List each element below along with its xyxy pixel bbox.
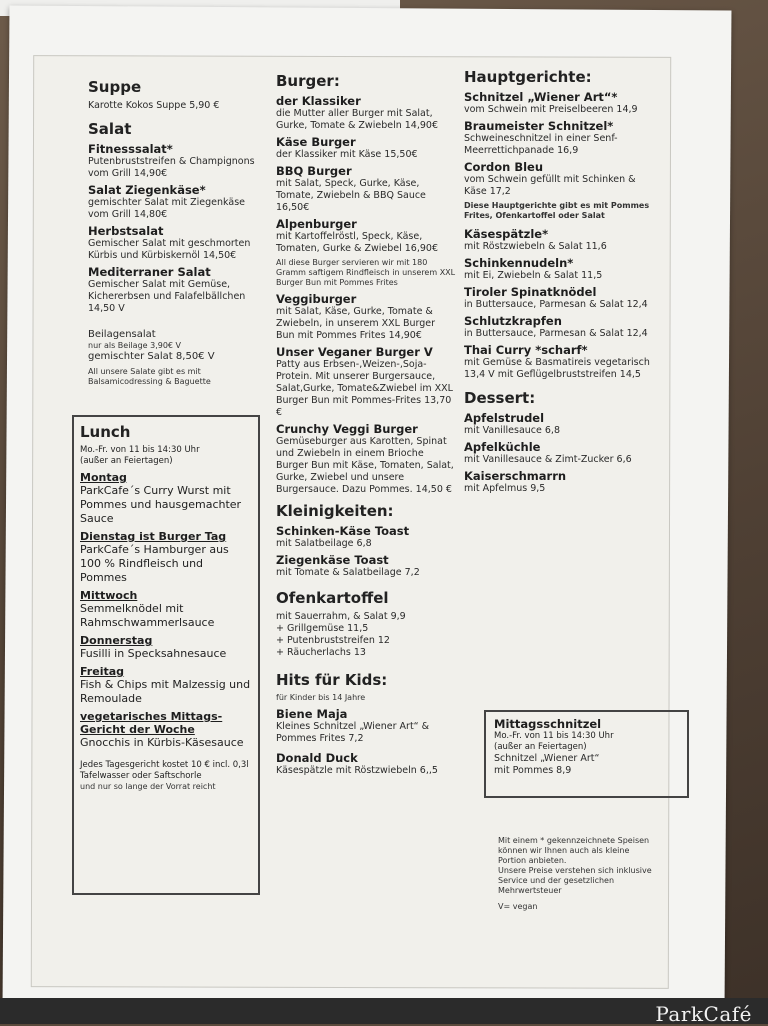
burger-title: Burger: [276, 72, 340, 90]
ofen-desc: mit Sauerrahm, & Salat 9,9 [276, 611, 406, 622]
menu-item: Donald Duck Käsespätzle mit Röstzwiebeln 6,,5 [276, 751, 438, 776]
column-middle [276, 72, 456, 780]
menu-item: Käse Burger der Klassiker mit Käse 15,50€ [276, 135, 418, 160]
menu-item: Fitnesssalat* Putenbruststreifen & Champignons vom Grill 14,90€ [88, 142, 255, 179]
mittag-dish: Schnitzel „Wiener Art“ [494, 753, 600, 764]
menu-item: Mediterraner Salat Gemischer Salat mit Gemüse, Kichererbsen und Falafelbällchen 14,50 V [88, 265, 246, 314]
column-right [464, 68, 654, 498]
lunch-stock-note: und nur so lange der Vorrat reicht [80, 782, 216, 791]
menu-item: Ziegenkäse Toast mit Tomate & Salatbeilage 7,2 [276, 553, 420, 578]
menu-item: Schinkennudeln* mit Ei, Zwiebeln & Salat 11,5 [464, 256, 603, 281]
lunch-title: Lunch [80, 423, 131, 441]
bottom-strip [0, 998, 768, 1024]
lunch-day: Dienstag ist Burger Tag [80, 530, 227, 543]
ofen-extra: + Räucherlachs 13 [276, 647, 366, 658]
mittagsschnitzel-box [484, 710, 689, 798]
kids-title: Hits für Kids: [276, 671, 388, 689]
menu-item: Kaiserschmarrn mit Apfelmus 9,5 [464, 469, 567, 494]
menu-item: Herbstsalat Gemischer Salat mit geschmorten Kürbis und Kürbiskernöl 14,50€ [88, 224, 251, 261]
menu-item: Schlutzkrapfen in Buttersauce, Parmesan & Salat 12,4 [464, 314, 648, 339]
lunch-dish: Gnocchis in Kürbis-Käsesauce [80, 736, 244, 749]
menu-item: Apfelstrudel mit Vanillesauce 6,8 [464, 411, 560, 436]
mittag-title: Mittagsschnitzel [494, 717, 602, 731]
menu-item: Unser Veganer Burger V Patty aus Erbsen-,Weizen-,Soja-Protein. Mit unserer Burgersauce, Salat,Gurke, Tomate&Zwiebel im XXL Burger Bun mit Pommes-Frites 13,70 € [276, 345, 453, 418]
haupt-note: Diese Hauptgerichte gibt es mit Pommes Frites, Ofenkartoffel oder Salat [464, 201, 650, 220]
lunch-day: Mittwoch [80, 589, 138, 602]
menu-item: Veggiburger mit Salat, Käse, Gurke, Tomate & Zwiebeln, in unserem XXL Burger Bun mit Pommes Frites 14,90€ [276, 292, 436, 341]
brand-logo: ParkCafé [655, 1002, 752, 1026]
klein-title: Kleinigkeiten: [276, 502, 394, 520]
menu-item: Salat Ziegenkäse* gemischter Salat mit Ziegenkäse vom Grill 14,80€ [88, 183, 245, 220]
lunch-day: Montag [80, 471, 127, 484]
menu-item: BBQ Burger mit Salat, Speck, Gurke, Käse, Tomate, Zwiebeln & BBQ Sauce 16,50€ [276, 164, 426, 213]
ofen-extra: + Putenbruststreifen 12 [276, 635, 390, 646]
menu-item: Braumeister Schnitzel* Schweineschnitzel in einer Senf-Meerrettichpanade 16,9 [464, 119, 618, 156]
menu-item: Thai Curry *scharf* mit Gemüse & Basmatireis vegetarisch 13,4 V mit Geflügelbruststreifen 14,5 [464, 343, 650, 380]
mittag-price: mit Pommes 8,9 [494, 765, 572, 776]
menu-item: Cordon Bleu vom Schwein gefüllt mit Schinken & Käse 17,2 [464, 160, 636, 197]
menu-item: Alpenburger mit Kartoffelröstl, Speck, Käse, Tomaten, Gurke & Zwiebel 16,90€ [276, 217, 438, 254]
footnote: Mit einem * gekennzeichnete Speisen können wir Ihnen auch als kleine Portion anbieten. Unsere Preise verstehen sich inklusive Service und der gesetzlichen Mehrwertsteuer V= vegan [498, 836, 652, 911]
burger-note: All diese Burger servieren wir mit 180 Gramm saftigem Rindfleisch in unserem XXL Burger Bun mit Pommes Frites [276, 258, 456, 287]
menu-item: Beilagensalat nur als Beilage 3,90€ V gemischter Salat 8,50€ V All unsere Salate gibt es mit Balsamicodressing & Baguette [88, 329, 215, 386]
column-left [88, 78, 263, 390]
menu-item: der Klassiker die Mutter aller Burger mit Salat, Gurke, Tomate & Zwiebeln 14,90€ [276, 94, 438, 131]
lunch-dish: Fish & Chips mit Malzessig und Remoulade [80, 678, 251, 705]
menu-item: Crunchy Veggi Burger Gemüseburger aus Karotten, Spinat und Zwiebeln in einem Brioche Burger Bun mit Käse, Tomaten, Salat, Gurke, Zwiebel und unsere Burgersauce. Dazu Pommes. 14,50 € [276, 422, 454, 495]
salat-title: Salat [88, 120, 132, 138]
ofen-title: Ofenkartoffel [276, 589, 389, 607]
mittag-hours-note: (außer an Feiertagen) [494, 742, 587, 752]
menu-item: Schnitzel „Wiener Art“* vom Schwein mit Preiselbeeren 14,9 [464, 90, 638, 115]
lunch-hours: Mo.-Fr. von 11 bis 14:30 Uhr [80, 445, 200, 455]
dessert-title: Dessert: [464, 389, 536, 407]
lunch-dish: ParkCafe´s Curry Wurst mit Pommes und hausgemachter Sauce [80, 484, 242, 525]
suppe-item: Karotte Kokos Suppe 5,90 € [88, 100, 220, 111]
lunch-dish: Semmelknödel mit Rahmschwammerlsauce [80, 602, 215, 629]
lunch-box [72, 415, 260, 895]
lunch-price-note: Jedes Tagesgericht kostet 10 € incl. 0,3l Tafelwasser oder Saftschorle [80, 760, 249, 781]
mittag-hours: Mo.-Fr. von 11 bis 14:30 Uhr [494, 731, 614, 741]
suppe-title: Suppe [88, 78, 142, 96]
menu-item: Tiroler Spinatknödel in Buttersauce, Parmesan & Salat 12,4 [464, 285, 648, 310]
lunch-dish: Fusilli in Specksahnesauce [80, 647, 227, 660]
lunch-hours-note: (außer an Feiertagen) [80, 456, 173, 466]
lunch-day: vegetarisches Mittags- Gericht der Woche [80, 710, 223, 736]
kids-sub: für Kinder bis 14 Jahre [276, 693, 366, 702]
lunch-day: Freitag [80, 665, 125, 678]
haupt-title: Hauptgerichte: [464, 68, 592, 86]
lunch-dish: ParkCafe´s Hamburger aus 100 % Rindfleisch und Pommes [80, 543, 229, 584]
menu-item: Apfelküchle mit Vanillesauce & Zimt-Zucker 6,6 [464, 440, 632, 465]
menu-item: Käsespätzle* mit Röstzwiebeln & Salat 11,6 [464, 227, 607, 252]
ofen-extra: + Grillgemüse 11,5 [276, 623, 369, 634]
menu-item: Biene Maja Kleines Schnitzel „Wiener Art“ & Pommes Frites 7,2 [276, 707, 430, 744]
menu-item: Schinken-Käse Toast mit Salatbeilage 6,8 [276, 524, 410, 549]
lunch-day: Donnerstag [80, 634, 153, 647]
